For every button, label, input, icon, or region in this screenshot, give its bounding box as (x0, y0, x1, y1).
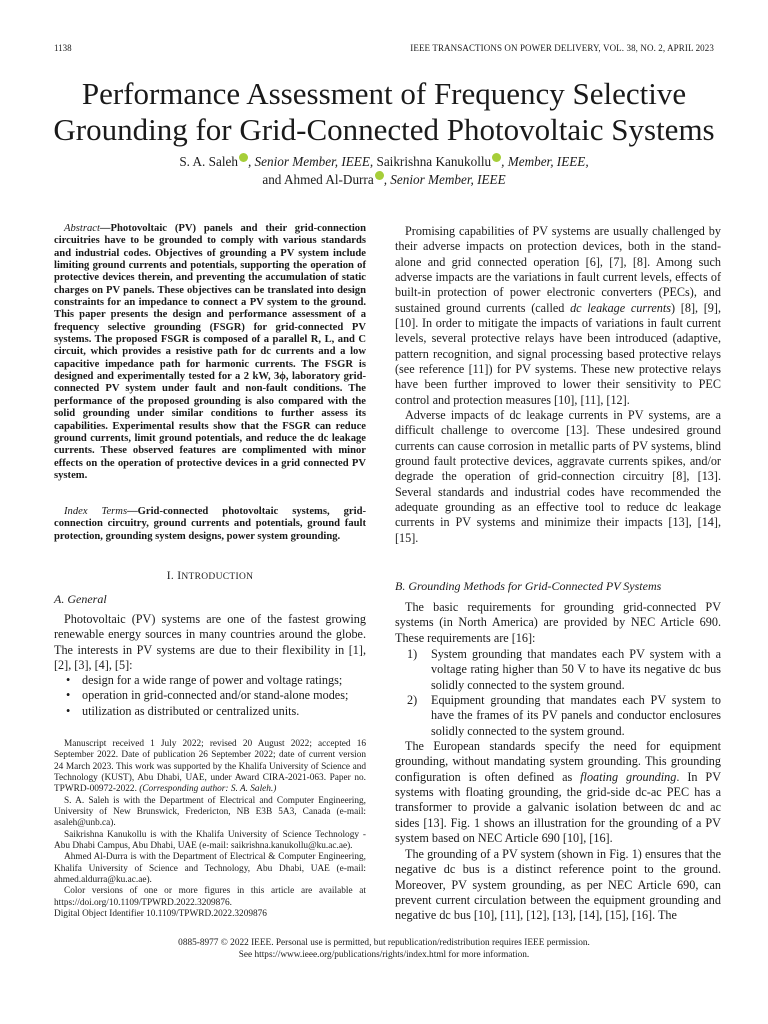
body-paragraph: The basic requirements for grounding grid-connected PV systems (in North America) are provided by NEC Article 690. These requirements are [16]: (395, 600, 721, 645)
section-heading: I. INTRODUCTION (166, 570, 254, 582)
subsection-heading: A. General (54, 592, 107, 606)
subsection-heading: B. Grounding Methods for Grid-Connected PV Systems (395, 579, 662, 593)
footnote: Digital Object Identifier 10.1109/TPWRD.2022.3209876 (54, 909, 267, 920)
numbered-list (395, 647, 721, 739)
footnote: Color versions of one or more figures in this article are available at https://doi.org/10.1109/TPWRD.2022.3209876. (54, 886, 366, 908)
list-item: 2) Equipment grounding that mandates each PV system to have the frames of its PV panels and conductor enclosures solidly connected to the system ground. (407, 693, 721, 738)
list-item: 1) System grounding that mandates each PV system with a voltage rating higher than 50 V to have its negative dc bus solidly connected to the system ground. (407, 647, 721, 692)
author-affiliation: , Senior Member, IEEE (383, 172, 506, 187)
body-paragraph: The European standards specify the need for equipment grounding, without mandating system grounding. This grounding configuration is often defined as floating grounding. In PV systems with floating grounding, the grid-side dc-ac PEC has a transformer to provide a galvanic isolation between dc and ac sides [13]. Fig. 1 shows an illustration for the grounding of a PV system based on NEC Article 690 [10], [16]. (395, 739, 721, 846)
abstract-label: Abstract (64, 223, 100, 234)
paper-title: Performance Assessment of Frequency Selective Grounding for Grid-Connected Photovoltaic Systems (53, 76, 715, 147)
list-item: • operation in grid-connected and/or stand-alone modes; (54, 688, 366, 703)
author-affiliation: , Senior Member, IEEE, (247, 154, 374, 169)
author-affiliation: , Member, IEEE, (501, 154, 589, 169)
list-item: • design for a wide range of power and voltage ratings; (54, 673, 366, 688)
bullet-list (54, 673, 366, 719)
list-item: • utilization as distributed or centralized units. (54, 704, 366, 719)
body-paragraph: Adverse impacts of dc leakage currents in PV systems, are a difficult challenge to overcome [13]. These undesired ground currents can cause corrosion in metallic parts of PV systems, blind ground fault protective devices, aggravate currents spikes, and/or degrade the operation of grid-connection circuitry [8], [13]. Several standards and industrial codes have recommended the adequate grounding as an effective tool to reduce dc leakage currents in PV systems and minimize their impacts [13], [14], [15]. (395, 408, 721, 545)
running-header: IEEE TRANSACTIONS ON POWER DELIVERY, VOL. 38, NO. 2, APRIL 2023 (410, 43, 714, 53)
footnote: Ahmed Al-Durra is with the Department of Electrical & Computer Engineering, Khalifa University of Science and Technology, Abu Dhabi, UAE (e-mail: ahmed.aldurra@ku.ac.ae). (54, 852, 366, 886)
abstract-text: —Photovoltaic (PV) panels and their grid-connection circuitries have to be grounded to comply with various standards and industrial codes. Objectives of grounding a PV system include limiting ground currents and potentials, supporting the operation of protective devices therein, and preventing the accumulation of static charges on PV panels. These objectives can be translated into design constraints for an impedance to connect a PV system to the ground. This paper presents the design and performance assessment of a frequency selective grounding (FSGR) for grid-connected PV systems. The proposed FSGR is composed of a parallel R, L, and C circuit, which provides a resistive path for dc currents and a low capacitive impedance path for harmonic currents. The FSGR is designed and experimentally tested for a 2 kW, 3ϕ, laboratory grid-connected PV system under fault and non-fault conditions. The performance of the proposed grounding is also compared with the solid grounding under similar conditions to further assess its capabilities. Experimental results show that the FSGR can reduce ground currents, limit ground potentials, and reduce the dc leakage currents. These observed features are complimented with minor effects on the operation of protective devices in a grid connected PV system. (54, 223, 366, 481)
author-name: S. A. Saleh (179, 154, 238, 169)
author-name: Saikrishna Kanukollu (373, 154, 492, 169)
orcid-icon[interactable] (492, 153, 501, 162)
orcid-icon[interactable] (239, 153, 248, 162)
author-name: and Ahmed Al-Durra (262, 172, 374, 187)
footnotes (54, 739, 366, 921)
abstract (54, 223, 366, 482)
intro-paragraph: Photovoltaic (PV) systems are one of the fastest growing renewable energy sources in many countries around the globe. The interests in PV systems are due to their flexibility in [1], [2], [3], [4], [5]: (54, 612, 366, 673)
orcid-icon[interactable] (375, 171, 384, 180)
footnote: S. A. Saleh is with the Department of Electrical and Computer Engineering, University of New Brunswick, Fredericton, NB E3B 5A3, Canada (e-mail: asaleh@unb.ca). (54, 795, 366, 829)
index-terms (54, 506, 366, 543)
footnote: Manuscript received 1 July 2022; revised 20 August 2022; accepted 16 September 2022. Date of publication 26 September 2022; date of current version 24 March 2023. This work was supported by the Khalifa University of Science and Technology (KUST), Abu Dhabi, UAE, under Award CIRA-2021-063. Paper no. TPWRD-00972-2022. (Corresponding author: S. A. Saleh.) (54, 739, 366, 795)
copyright-notice: 0885-8977 © 2022 IEEE. Personal use is permitted, but republication/redistribution requires IEEE permission. See https://www.ieee.org/publications/rights/index.html for more information. (178, 938, 590, 960)
index-terms-label: Index Terms (64, 506, 128, 517)
footnote: Saikrishna Kanukollu is with the Khalifa University of Science Technology - Abu Dhabi Campus, Abu Dhabi, UAE (e-mail: saikrishna.kanukollu@ku.ac.ae). (54, 829, 366, 852)
body-paragraph: The grounding of a PV system (shown in Fig. 1) ensures that the negative dc bus is a distinct reference point to the ground. Moreover, PV system grounding, as per NEC Article 690, can prevent current circulation between the equipment grounding and negative dc bus [10], [11], [12], [13], [14], [15], [16]. The (395, 847, 721, 923)
author-block (60, 153, 708, 189)
body-paragraph: Promising capabilities of PV systems are usually challenged by their adverse impacts on protection devices, both in the stand-alone and grid connected operation [6], [7], [8]. Among such adverse impacts are the variations in fault current levels, effects of built-in protection of power electronic converters (PECs), and sustained ground currents (called dc leakage currents) [8], [9], [10]. In order to mitigate the impacts of variations in fault current levels, several protective relays have been introduced (adaptive, pattern recognition, and signal processing based protective relays (see reference [11]) for PV systems. These new protective relays have been further improved to lower their sensitivity to PEC control and protection measures [10], [11], [12]. (395, 224, 722, 407)
page-number: 1138 (54, 43, 72, 53)
index-terms-text: —Grid-connected photovoltaic systems, grid-connection circuitry, ground currents and potentials, ground fault protection, grounding system designs, power system grounding. (54, 506, 366, 542)
